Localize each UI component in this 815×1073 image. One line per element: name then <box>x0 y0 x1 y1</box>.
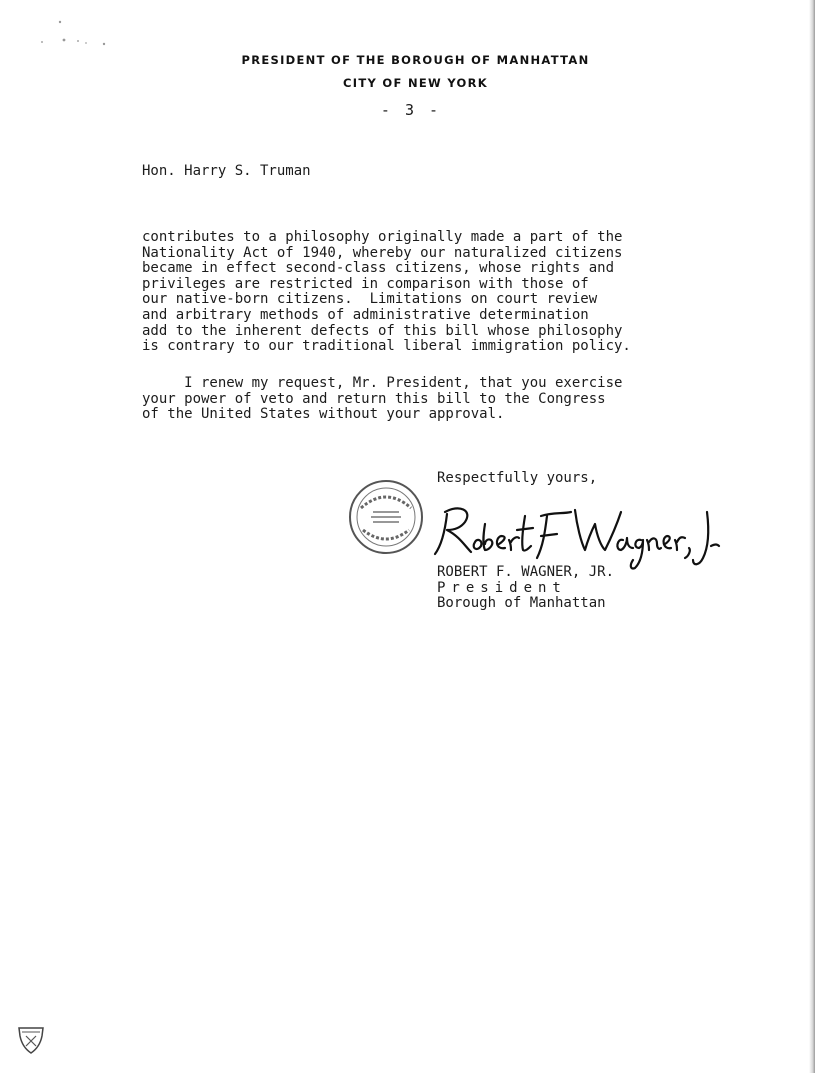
page-number: - 3 - <box>380 101 442 119</box>
body-line: contributes to a philosophy originally made a part of the <box>142 229 623 245</box>
body-line: your power of veto and return this bill to the Congress <box>142 390 606 407</box>
body-line: Nationality Act of 1940, whereby our naturalized citizens <box>142 244 623 261</box>
body-line: privileges are restricted in comparison with those of <box>142 275 589 292</box>
signature-block <box>437 565 614 612</box>
body-line: and arbitrary methods of administrative determination <box>142 306 589 323</box>
signer-title: President <box>437 579 567 596</box>
signer-office: Borough of Manhattan <box>437 595 606 611</box>
body-line: is contrary to our traditional liberal immigration policy. <box>142 338 631 355</box>
letterhead-title: PRESIDENT OF THE BOROUGH OF MANHATTAN <box>241 53 590 67</box>
page-edge-shadow <box>809 0 815 1073</box>
body-line: add to the inherent defects of this bill whose philosophy <box>142 322 623 339</box>
body-paragraph <box>142 230 722 355</box>
printer-union-mark <box>16 1024 46 1056</box>
complimentary-close: Respectfully yours, <box>437 470 598 486</box>
letterhead <box>0 52 815 91</box>
addressee: Hon. Harry S. Truman <box>142 163 311 179</box>
letterhead-city: CITY OF NEW YORK <box>343 76 488 90</box>
scan-specks <box>20 14 120 54</box>
body-line: I renew my request, Mr. President, that you exercise <box>142 375 623 391</box>
veto-request-paragraph <box>142 376 622 423</box>
body-line: became in effect second-class citizens, whose rights and <box>142 260 615 277</box>
signer-name: ROBERT F. WAGNER, JR. <box>437 564 615 580</box>
body-line: of the United States without your approval. <box>142 406 505 423</box>
archive-stamp <box>347 478 425 556</box>
body-line: our native-born citizens. Limitations on court review <box>142 291 598 308</box>
